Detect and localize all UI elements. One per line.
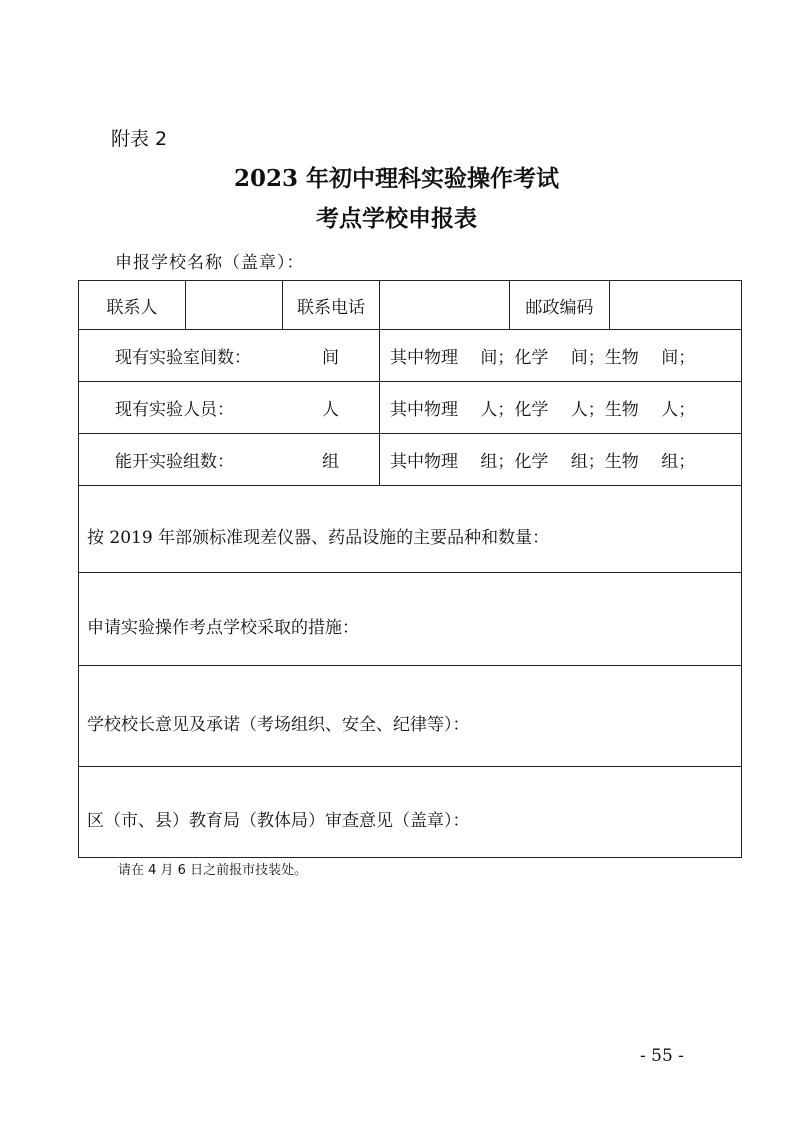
lab-rooms-detail[interactable]: 其中物理 间；化学 间；生物 间； <box>380 330 742 382</box>
lab-rooms-unit: 间 <box>322 348 339 368</box>
phone-label: 联系电话 <box>283 281 380 330</box>
postcode-field[interactable] <box>610 281 742 330</box>
measures-section-row <box>79 573 742 666</box>
contact-row <box>79 281 742 330</box>
lab-staff-cell[interactable] <box>79 382 380 434</box>
bureau-review-section[interactable]: 区（市、县）教育局（教体局）审查意见（盖章）： <box>79 767 742 858</box>
application-form-table <box>78 280 742 858</box>
contact-label: 联系人 <box>79 281 186 330</box>
lab-staff-row <box>79 382 742 434</box>
contact-field[interactable] <box>186 281 283 330</box>
measures-section[interactable]: 申请实验操作考点学校采取的措施： <box>79 573 742 666</box>
lab-rooms-label: 现有实验室间数： <box>115 348 251 368</box>
document-subtitle: 考点学校申报表 <box>316 205 477 232</box>
lab-groups-cell[interactable] <box>79 434 380 486</box>
lab-staff-detail[interactable]: 其中物理 人；化学 人；生物 人； <box>380 382 742 434</box>
lab-groups-unit: 组 <box>322 452 339 472</box>
principal-opinion-section[interactable]: 学校校长意见及承诺（考场组织、安全、纪律等）： <box>79 666 742 767</box>
lab-groups-detail[interactable]: 其中物理 组；化学 组；生物 组； <box>380 434 742 486</box>
attachment-label: 附表 2 <box>111 128 168 150</box>
lab-staff-unit: 人 <box>322 400 339 420</box>
equipment-section-row <box>79 486 742 573</box>
document-title: 2023 年初中理科实验操作考试 <box>233 165 560 192</box>
postcode-label: 邮政编码 <box>510 281 610 330</box>
lab-rooms-row <box>79 330 742 382</box>
phone-field[interactable] <box>380 281 510 330</box>
submission-note: 请在 4 月 6 日之前报市技装处。 <box>118 863 308 878</box>
principal-section-row <box>79 666 742 767</box>
lab-groups-label: 能开实验组数： <box>115 452 234 472</box>
bureau-section-row <box>79 767 742 858</box>
page-number: - 55 - <box>640 1046 684 1066</box>
lab-staff-label: 现有实验人员： <box>115 400 234 420</box>
equipment-section[interactable]: 按 2019 年部颁标准现差仪器、药品设施的主要品种和数量： <box>79 486 742 573</box>
applicant-school-label: 申报学校名称（盖章）： <box>115 253 305 273</box>
lab-rooms-cell[interactable] <box>79 330 380 382</box>
lab-groups-row <box>79 434 742 486</box>
